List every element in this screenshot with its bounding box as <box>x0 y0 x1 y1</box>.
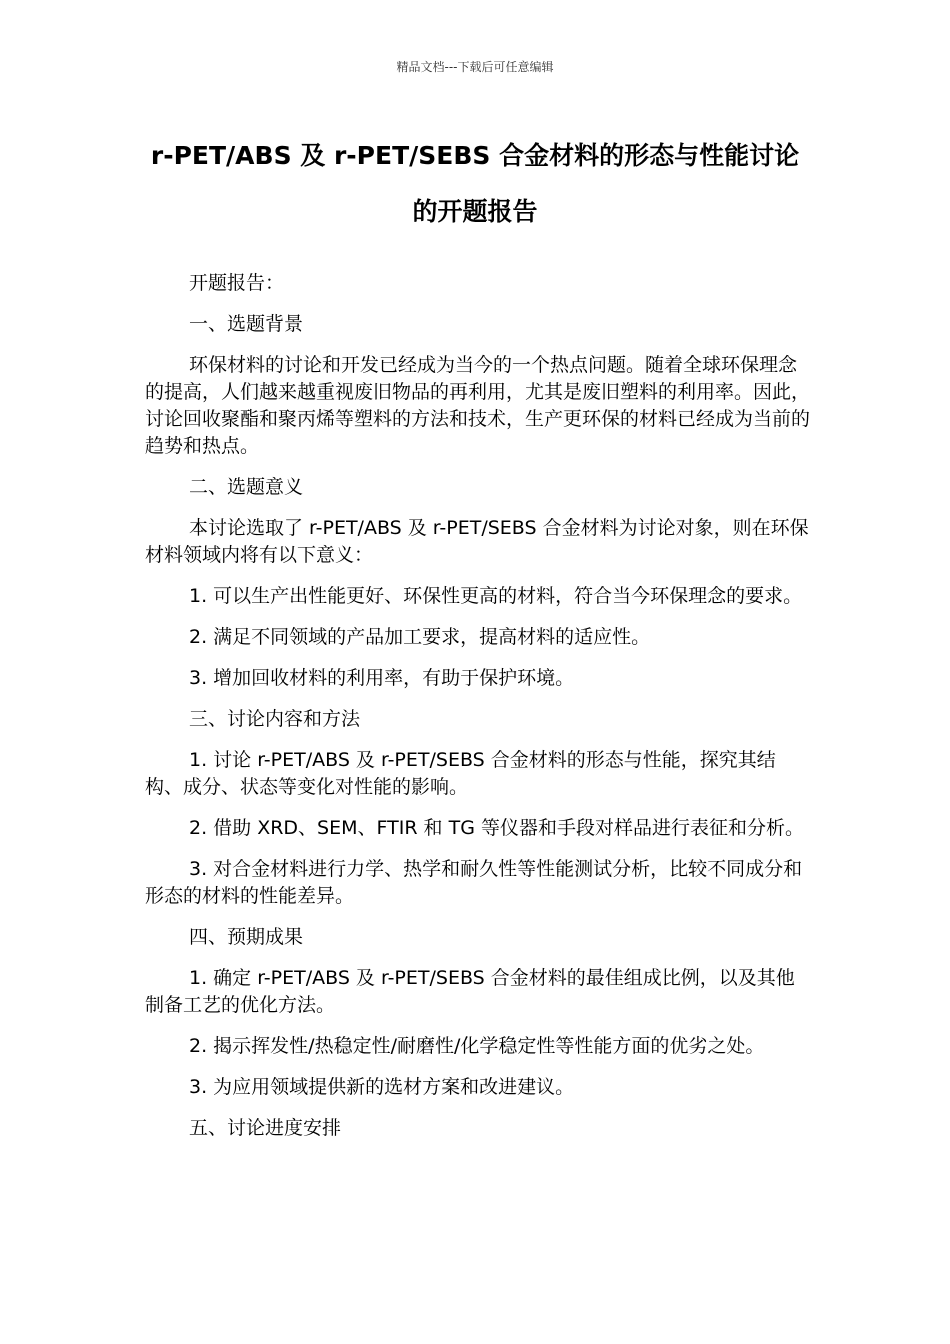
significance-item-1: 1. 可以生产出性能更好、环保性更高的材料，符合当今环保理念的要求。 <box>189 585 803 607</box>
content-methods-item-2: 2. 借助 XRD、SEM、FTIR 和 TG 等仪器和手段对样品进行表征和分析。 <box>189 817 804 839</box>
section-heading-schedule: 五、讨论进度安排 <box>189 1117 342 1139</box>
page-header-note: 精品文档---下载后可任意编辑 <box>396 60 554 74</box>
intro-label: 开题报告： <box>189 272 285 294</box>
significance-item-2: 2. 满足不同领域的产品加工要求，提高材料的适应性。 <box>189 626 651 648</box>
section-heading-background: 一、选题背景 <box>189 313 304 335</box>
significance-intro-paragraph: 本讨论选取了 r-PET/ABS 及 r-PET/SEBS 合金材料为讨论对象，则在环保材料领域内将有以下意义： <box>145 517 809 566</box>
expected-results-item-2: 2. 揭示挥发性/热稳定性/耐磨性/化学稳定性等性能方面的优劣之处。 <box>189 1035 765 1057</box>
document-body <box>145 270 810 1142</box>
document-title: r-PET/ABS 及 r-PET/SEBS 合金材料的形态与性能讨论的开题报告 <box>150 141 800 226</box>
expected-results-item-3: 3. 为应用领域提供新的选材方案和改进建议。 <box>189 1076 575 1098</box>
content-methods-item-1: 1. 讨论 r-PET/ABS 及 r-PET/SEBS 合金材料的形态与性能，探究其结构、成分、状态等变化对性能的影响。 <box>145 749 776 798</box>
expected-results-item-1: 1. 确定 r-PET/ABS 及 r-PET/SEBS 合金材料的最佳组成比例，以及其他制备工艺的优化方法。 <box>145 967 795 1016</box>
section-heading-significance: 二、选题意义 <box>189 476 304 498</box>
significance-item-3: 3. 增加回收材料的利用率，有助于保护环境。 <box>189 667 575 689</box>
background-paragraph: 环保材料的讨论和开发已经成为当今的一个热点问题。随着全球环保理念的提高，人们越来越重视废旧物品的再利用，尤其是废旧塑料的利用率。因此，讨论回收聚酯和聚丙烯等塑料的方法和技术，生产更环保的材料已经成为当前的趋势和热点。 <box>145 354 811 457</box>
section-heading-content-methods: 三、讨论内容和方法 <box>189 708 361 730</box>
content-methods-item-3: 3. 对合金材料进行力学、热学和耐久性等性能测试分析，比较不同成分和形态的材料的性能差异。 <box>145 858 803 907</box>
section-heading-expected-results: 四、预期成果 <box>189 926 304 948</box>
